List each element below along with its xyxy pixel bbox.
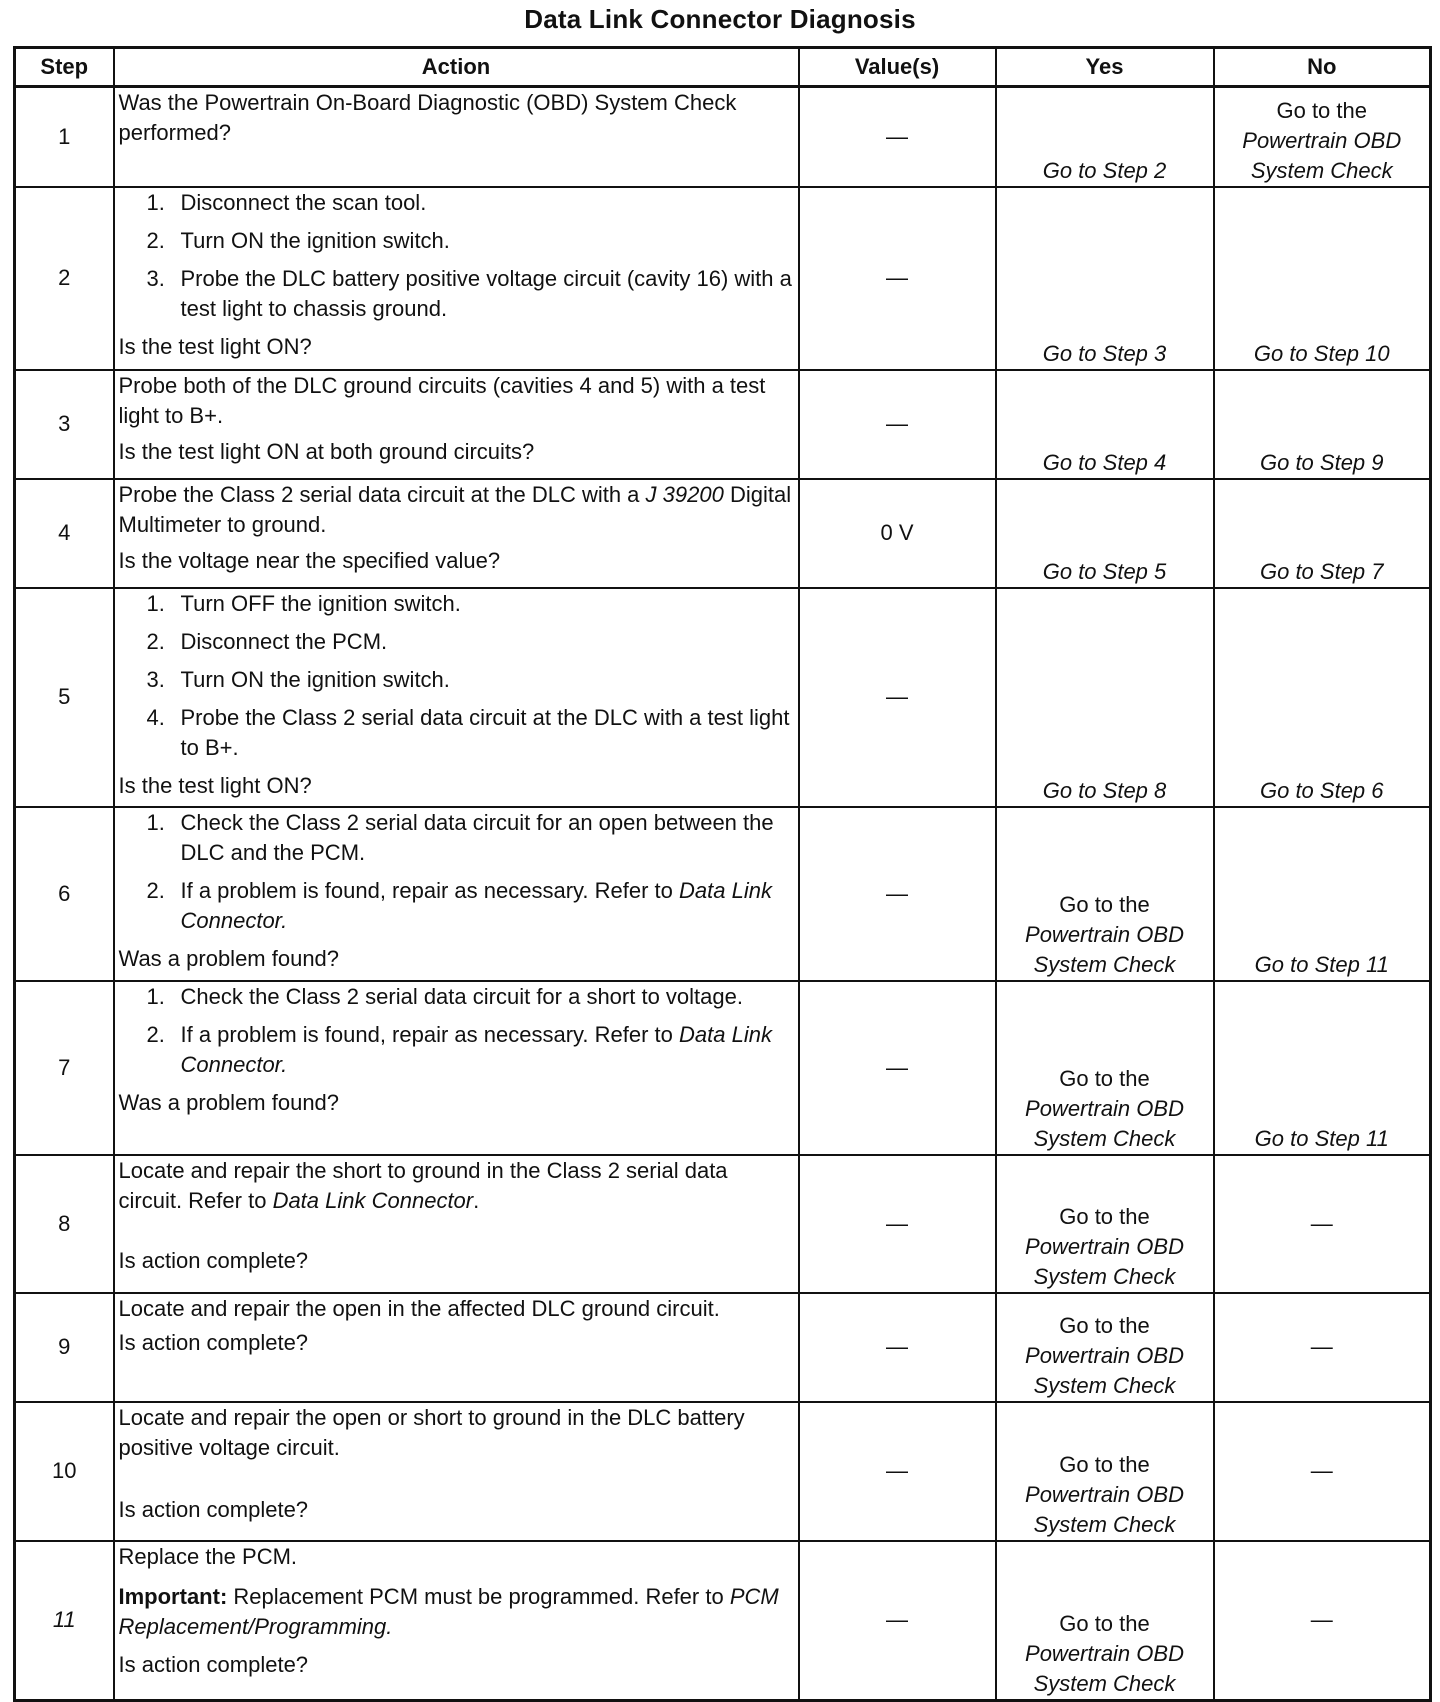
value-cell: — (799, 1155, 996, 1293)
step-number: 6 (15, 807, 114, 981)
action-cell (114, 187, 799, 370)
list-item: 2. If a problem is found, repair as necessary. Refer to Data Link Connector. (146, 1021, 772, 1077)
table-row (15, 588, 1431, 807)
list-item: 2. Turn ON the ignition switch. (146, 227, 450, 253)
step-number: 2 (15, 187, 114, 370)
yes-link: Go to Step 8 (1042, 777, 1167, 803)
no-cell (1214, 479, 1431, 588)
no-cell: — (1214, 1541, 1431, 1701)
value-cell: — (799, 807, 996, 981)
doc-reference: Data Link Connector. (180, 1021, 772, 1077)
yes-link: Go to Step 5 (1042, 558, 1167, 584)
tool-reference: J 39200 (645, 481, 724, 507)
action-steps-list (119, 589, 794, 763)
value-cell: — (799, 588, 996, 807)
no-cell: — (1214, 1293, 1431, 1402)
header-no: No (1214, 48, 1431, 87)
important-label: Important: (118, 1583, 228, 1609)
step-number: 3 (15, 370, 114, 479)
action-cell (114, 1155, 799, 1293)
action-question: Is action complete? (118, 1329, 309, 1355)
action-cell (114, 588, 799, 807)
list-item: 1. Check the Class 2 serial data circuit for an open between the DLC and the PCM. (146, 809, 774, 865)
step-number: 5 (15, 588, 114, 807)
action-cell (114, 1402, 799, 1541)
table-row (15, 370, 1431, 479)
table-row (15, 187, 1431, 370)
yes-cell (996, 1293, 1214, 1402)
action-cell (114, 1293, 799, 1402)
yes-link-ref: Powertrain OBD System Check (1025, 1641, 1184, 1696)
table-row (15, 479, 1431, 588)
yes-cell (996, 370, 1214, 479)
table-row (15, 1541, 1431, 1701)
yes-link-prefix: Go to the (1059, 1065, 1150, 1091)
doc-reference: PCM Replacement/Programming. (118, 1583, 779, 1639)
list-item: 2. Disconnect the PCM. (146, 628, 388, 654)
no-cell: — (1214, 1155, 1431, 1293)
yes-link-prefix: Go to the (1059, 891, 1150, 917)
action-question: Is the test light ON? (118, 772, 312, 798)
action-cell (114, 87, 799, 187)
table-row (15, 1402, 1431, 1541)
no-link: Go to Step 9 (1259, 449, 1384, 475)
table-header-row (15, 48, 1431, 87)
no-cell (1214, 370, 1431, 479)
step-number: 4 (15, 479, 114, 588)
yes-cell (996, 1155, 1214, 1293)
action-text: Locate and repair the open in the affected DLC ground circuit. (118, 1295, 720, 1321)
list-item: 1. Turn OFF the ignition switch. (146, 590, 461, 616)
value-cell: — (799, 1541, 996, 1701)
no-cell (1214, 807, 1431, 981)
action-cell (114, 370, 799, 479)
no-link: Go to Step 11 (1254, 951, 1389, 977)
step-number: 10 (15, 1402, 114, 1541)
yes-link-ref: Powertrain OBD System Check (1025, 1095, 1184, 1151)
action-question: Is action complete? (118, 1496, 309, 1522)
action-text: Probe both of the DLC ground circuits (cavities 4 and 5) with a test light to B+. (118, 372, 766, 428)
header-step: Step (15, 48, 114, 87)
list-item: 2. If a problem is found, repair as necessary. Refer to Data Link Connector. (146, 877, 772, 933)
value-cell: — (799, 87, 996, 187)
yes-link-prefix: Go to the (1059, 1611, 1150, 1636)
important-note: Important: Replacement PCM must be programmed. Refer to PCM Replacement/Programming. (118, 1583, 779, 1639)
action-steps-list (119, 808, 794, 936)
table-row (15, 1293, 1431, 1402)
yes-link-prefix: Go to the (1059, 1312, 1150, 1338)
yes-link-ref: Powertrain OBD System Check (1025, 1481, 1184, 1537)
step-number: 9 (15, 1293, 114, 1402)
step-number: 11 (15, 1541, 114, 1701)
no-link: Go to Step 6 (1259, 777, 1384, 803)
action-question: Is the test light ON? (118, 333, 312, 359)
value-cell: 0 V (799, 479, 996, 588)
doc-reference: Data Link Connector (272, 1187, 474, 1213)
yes-link: Go to Step 3 (1042, 340, 1167, 366)
value-cell: — (799, 370, 996, 479)
yes-cell (996, 1402, 1214, 1541)
header-action: Action (114, 48, 799, 87)
yes-cell (996, 87, 1214, 187)
yes-link-ref: Powertrain OBD System Check (1025, 1233, 1184, 1289)
list-item: 3. Turn ON the ignition switch. (146, 666, 450, 692)
action-text: Locate and repair the short to ground in the Class 2 serial data circuit. Refer to Data Link Connector. (118, 1157, 728, 1213)
step-number: 8 (15, 1155, 114, 1293)
no-link-prefix: Go to the (1276, 97, 1367, 123)
header-yes: Yes (996, 48, 1214, 87)
yes-cell (996, 807, 1214, 981)
step-number: 7 (15, 981, 114, 1155)
doc-reference: Data Link Connector. (180, 877, 772, 933)
no-link-ref: Powertrain OBD System Check (1242, 127, 1402, 183)
action-question: Was a problem found? (118, 945, 340, 971)
action-question: Is action complete? (118, 1651, 309, 1677)
no-cell: — (1214, 1402, 1431, 1541)
no-cell (1214, 87, 1431, 187)
yes-link-prefix: Go to the (1059, 1451, 1150, 1477)
table-row (15, 981, 1431, 1155)
no-link: Go to Step 11 (1254, 1125, 1389, 1151)
list-item: 3. Probe the DLC battery positive voltage circuit (cavity 16) with a test light to chassis ground. (146, 265, 792, 321)
action-question: Is action complete? (118, 1247, 309, 1273)
yes-link-prefix: Go to the (1059, 1203, 1150, 1229)
action-cell (114, 981, 799, 1155)
action-steps-list (119, 188, 794, 324)
yes-cell (996, 479, 1214, 588)
action-question: Was a problem found? (118, 1089, 340, 1115)
action-question: Is the test light ON at both ground circuits? (118, 438, 535, 464)
no-link: Go to Step 7 (1259, 558, 1384, 584)
action-steps-list (119, 982, 794, 1080)
yes-link: Go to Step 2 (1042, 157, 1167, 183)
yes-cell (996, 187, 1214, 370)
list-item: 4. Probe the Class 2 serial data circuit at the DLC with a test light to B+. (146, 704, 790, 760)
action-cell (114, 479, 799, 588)
action-text: Probe the Class 2 serial data circuit at the DLC with a J 39200 Digital Multimeter to ground. (118, 481, 792, 537)
yes-link: Go to Step 4 (1042, 449, 1167, 475)
action-text: Replace the PCM. (118, 1543, 298, 1569)
no-cell (1214, 588, 1431, 807)
yes-link-ref: Powertrain OBD System Check (1025, 921, 1184, 977)
table-row (15, 807, 1431, 981)
diagnostic-table (13, 46, 1432, 1702)
yes-cell (996, 981, 1214, 1155)
no-cell (1214, 981, 1431, 1155)
no-cell (1214, 187, 1431, 370)
list-item: 1. Disconnect the scan tool. (146, 189, 427, 215)
value-cell: — (799, 187, 996, 370)
value-cell: — (799, 1402, 996, 1541)
yes-cell (996, 588, 1214, 807)
action-text: Locate and repair the open or short to ground in the DLC battery positive voltage circuit. (118, 1404, 745, 1460)
action-cell (114, 1541, 799, 1701)
table-row (15, 87, 1431, 187)
value-cell: — (799, 1293, 996, 1402)
no-link: Go to Step 10 (1253, 340, 1390, 366)
table-row (15, 1155, 1431, 1293)
action-question: Is the voltage near the specified value? (118, 547, 501, 573)
step-number: 1 (15, 87, 114, 187)
yes-link-ref: Powertrain OBD System Check (1025, 1342, 1184, 1398)
yes-cell (996, 1541, 1214, 1701)
value-cell: — (799, 981, 996, 1155)
action-text: Was the Powertrain On-Board Diagnostic (OBD) System Check performed? (118, 90, 737, 145)
list-item: 1. Check the Class 2 serial data circuit for a short to voltage. (146, 983, 743, 1009)
document-title: Data Link Connector Diagnosis (524, 4, 916, 34)
header-values: Value(s) (799, 48, 996, 87)
action-cell (114, 807, 799, 981)
